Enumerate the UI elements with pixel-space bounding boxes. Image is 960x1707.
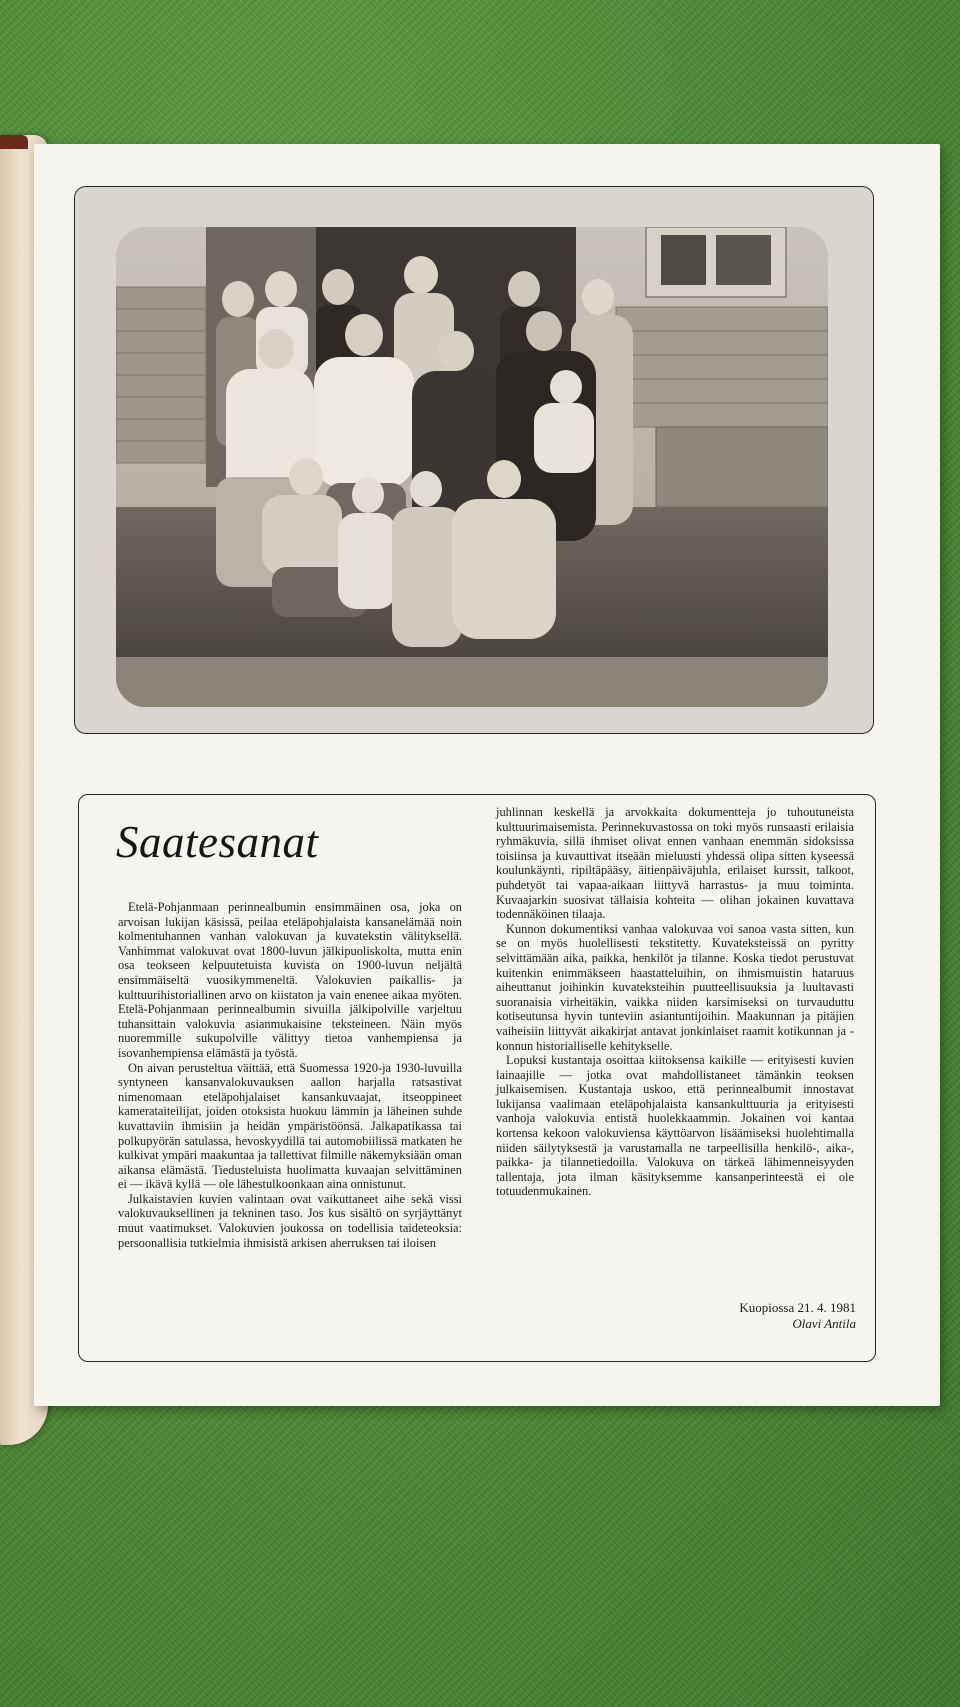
paragraph: juhlinnan keskellä ja arvokkaita dokumentteja jo tuhoutuneista kulttuurimaisemista. Perinnekuvastossa on toki myös runsaasti erilaisia ryhmäkuvia, sillä ihmiset olivat ennen vanhaan enemmän sidoksissa toisiinsa ja kuvauttivat itseään mieluusti yhdessä olipa sitten kyseessä koulunkäynti, ripiltäpääsy, äitienpäiväjuhla, erilaiset kurssit, talkoot, puhdetyöt tai vapaa-aikaan liittyvä harrastus- ja muu toiminta. Kuvaajarkin suosivat tällaisia kohteita — olihan jokainen kuvattava todennäköinen tilaaja. [496, 805, 854, 922]
paragraph: On aivan perusteltua väittää, että Suomessa 1920-ja 1930-luvuilla syntyneen kansanvalokuvauksen aallon harjalla ratsastivat nimenomaan eteläpohjalaiset kansankuvaajat, itseoppineet kamerataiteilijat, joiden otoksista huokuu lämmin ja läheinen suhde kuvattaviin ihmisiin ja heidän ympäristöönsä. Jalkapatikassa tai polkupyörän satulassa, hevoskyydillä tai automobiilissä matkaten he kulkivat ympäri maakuntaa ja tallettivat filmille näkemyksiään oman aikansa elämästä. Tiedusteluista huolimatta kuvaajan selvittäminen ei — ikävä kyllä — ole lähestulkoonkaan aina onnistunut. [118, 1060, 462, 1192]
paragraph: Etelä-Pohjanmaan perinnealbumin ensimmäinen osa, joka on arvoisan lukijan käsissä, peilaa eteläpohjalaista kansanelämää noin kolmentuhannen vanhan valokuvan ja kuvatekstin välityksellä. Vanhimmat valokuvat ovat 1800-luvun jälkipuoliskolta, mutta enin osa teokseen kelpuutetuista kuvista on 1900-luvun neljältä ensimmäiseltä vuosikymmeneltä. Valokuvien paikallis- ja kulttuurihistoriallinen arvo on kiistaton ja vain enenee aikaa myöten. Etelä-Pohjanmaan perinnealbumin sivuilla jälkipolville varjeltuu tuhansittain valokuvia asianmukaisine teksteineen. Näin myös nuoremmille sukupolville välittyy tietoa vanhempiensa ja isovanhempiensa elämästä ja työstä. [118, 900, 462, 1060]
signature-place-date: Kuopiossa 21. 4. 1981 [739, 1300, 856, 1315]
book-spine-corner [0, 135, 28, 149]
left-text-column [118, 900, 462, 1350]
paragraph: Kunnon dokumentiksi vanhaa valokuvaa voi sanoa vasta sitten, kun se on myös huolellisesti tekstitetty. Kuvateksteissä on pyritty selvittämään aika, paikka, henkilöt ja tilanne. Koska tiedot perustuvat kuitenkin enimmäkseen haastatteluihin, on ihmismuistin hataruus aiheuttanut joihinkin kuvateksteihin puutteellisuuksia ja luultavasti suoranaisia virheitäkin, vaikka niiden karsimiseksi on turvauduttu kotiseutunsa hyvin tunteviin asiantuntijoihin. Maakunnan ja pitäjien vaiheisiin liittyvät aikakirjat antavat jonkinlaiset raamit kotikunnan ja -konnun historialliselle kehitykselle. [496, 921, 854, 1053]
family-group-photo-drawing [116, 227, 828, 707]
paragraph: Lopuksi kustantaja osoittaa kiitoksensa kaikille — erityisesti kuvien lainaajille — jotka ovat mahdollistaneet tämänkin teoksen julkaisemisen. Kustantaja uskoo, että perinnealbumit innostavat lukijansa vaalimaan eteläpohjalaista kansankulttuuria ja erityisesti vanhoja valokuvia entistä huolekkaammin. Jokainen voi kantaa kortensa kekoon valokuviensa käyttöarvon lisäämiseksi huolehtimalla niiden säilytyksestä ja varustamalla ne tarpeellisilla henkilö-, aika-, paikka- ja tilannetiedoilla. Valokuva on tärkeä lähimenneisyyden tallentaja, jota ilman käsityksemme kansanperinteestä ei ole totuudenmukainen. [496, 1053, 854, 1199]
right-text-column [496, 805, 854, 1325]
family-group-photo [116, 227, 828, 707]
page-heading: Saatesanat [116, 817, 319, 867]
signature-name: Olavi Antila [792, 1316, 856, 1331]
paragraph: Julkaistavien kuvien valintaan ovat vaikuttaneet aihe sekä vissi valokuvauksellinen ja tekninen taso. Jos kus sisältö on syrjäyttänyt muut vaatimukset. Valokuvien joukossa on todellisia taideteoksia: persoonallisia tutkielmia ihmisistä arkisen aherruksen tai iloisen [118, 1191, 462, 1250]
